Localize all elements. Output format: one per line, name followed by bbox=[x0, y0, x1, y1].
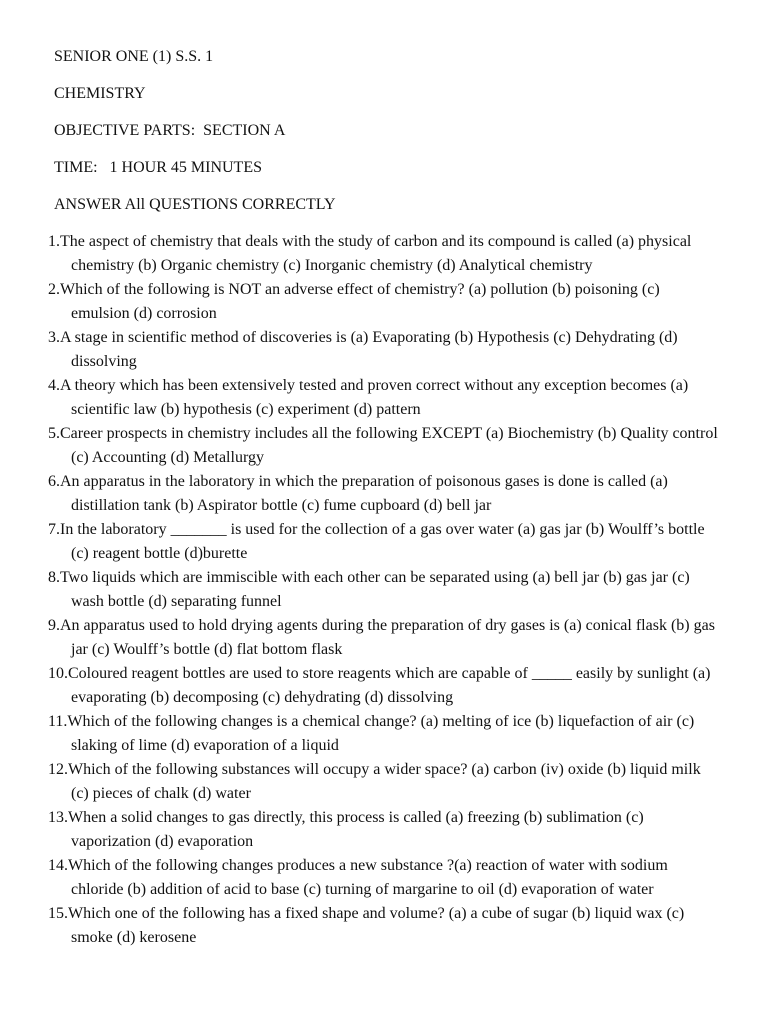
question-2: 2.Which of the following is NOT an adverse effect of chemistry? (a) pollution (b) poisoning (c) emulsion (d) corrosion bbox=[48, 281, 660, 322]
question-11: 11.Which of the following changes is a chemical change? (a) melting of ice (b) liquefaction of air (c) slaking of lime (d) evaporation of a liquid bbox=[48, 713, 695, 754]
question-list bbox=[48, 230, 720, 950]
question-5: 5.Career prospects in chemistry includes all the following EXCEPT (a) Biochemistry (b) Quality control (c) Accounting (d) Metallurgy bbox=[48, 425, 718, 466]
question-15: 15.Which one of the following has a fixed shape and volume? (a) a cube of sugar (b) liquid wax (c) smoke (d) kerosene bbox=[48, 905, 685, 946]
question-7: 7.In the laboratory _______ is used for the collection of a gas over water (a) gas jar (b) Woulff’s bottle (c) reagent bottle (d)burette bbox=[48, 521, 705, 562]
subject-title: CHEMISTRY bbox=[54, 85, 146, 102]
question-4: 4.A theory which has been extensively tested and proven correct without any exception becomes (a) scientific law (b) hypothesis (c) experiment (d) pattern bbox=[48, 377, 689, 418]
section-title: OBJECTIVE PARTS: SECTION A bbox=[54, 122, 286, 139]
question-14: 14.Which of the following changes produces a new substance ?(a) reaction of water with sodium chloride (b) addition of acid to base (c) turning of margarine to oil (d) evaporation of water bbox=[48, 857, 668, 898]
question-12: 12.Which of the following substances will occupy a wider space? (a) carbon (iv) oxide (b) liquid milk (c) pieces of chalk (d) water bbox=[48, 761, 701, 802]
time-allowed: TIME: 1 HOUR 45 MINUTES bbox=[54, 159, 262, 176]
question-1: 1.The aspect of chemistry that deals with the study of carbon and its compound is called (a) physical chemistry (b) Organic chemistry (c) Inorganic chemistry (d) Analytical chemistry bbox=[48, 233, 692, 274]
class-line: SENIOR ONE (1) S.S. 1 bbox=[54, 48, 214, 65]
question-13: 13.When a solid changes to gas directly, this process is called (a) freezing (b) sublimation (c) vaporization (d) evaporation bbox=[48, 809, 644, 850]
instruction-line: ANSWER All QUESTIONS CORRECTLY bbox=[54, 196, 336, 213]
question-8: 8.Two liquids which are immiscible with each other can be separated using (a) bell jar (b) gas jar (c) wash bottle (d) separating funnel bbox=[48, 569, 690, 610]
question-3: 3.A stage in scientific method of discoveries is (a) Evaporating (b) Hypothesis (c) Dehydrating (d) dissolving bbox=[48, 329, 678, 370]
question-10: 10.Coloured reagent bottles are used to store reagents which are capable of _____ easily by sunlight (a) evaporating (b) decomposing (c) dehydrating (d) dissolving bbox=[48, 665, 711, 706]
question-6: 6.An apparatus in the laboratory in which the preparation of poisonous gases is done is called (a) distillation tank (b) Aspirator bottle (c) fume cupboard (d) bell jar bbox=[48, 473, 668, 514]
question-9: 9.An apparatus used to hold drying agents during the preparation of dry gases is (a) conical flask (b) gas jar (c) Woulff’s bottle (d) flat bottom flask bbox=[48, 617, 715, 658]
